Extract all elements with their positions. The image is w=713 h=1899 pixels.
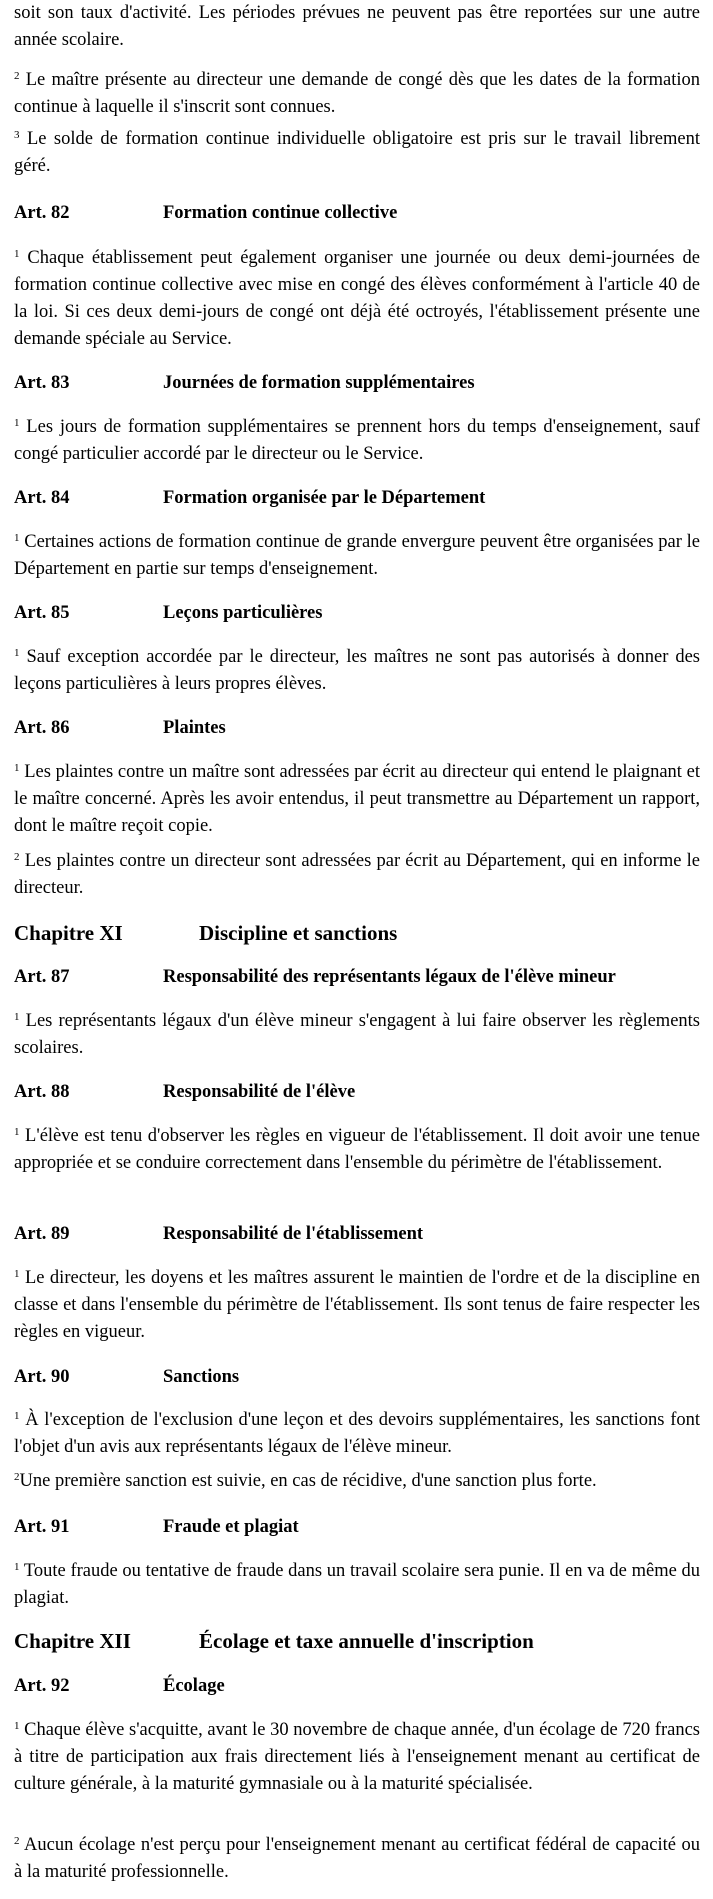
paragraph bbox=[14, 1123, 700, 1177]
article-title: Journées de formation supplémentaires bbox=[163, 373, 475, 393]
paragraph-text: Le solde de formation continue individuelle obligatoire est pris sur le travail librement géré. bbox=[14, 129, 700, 176]
paragraph bbox=[14, 126, 700, 180]
paragraph-text: Les représentants légaux d'un élève mineur s'engagent à lui faire observer les règlements scolaires. bbox=[14, 1011, 700, 1058]
article-title: Leçons particulières bbox=[163, 603, 323, 623]
paragraph bbox=[14, 1265, 700, 1346]
paragraph-number: 1 bbox=[14, 417, 20, 429]
article-number: Art. 88 bbox=[14, 1082, 70, 1102]
paragraph bbox=[14, 0, 700, 54]
paragraph-text: Les plaintes contre un maître sont adressées par écrit au directeur qui entend le plaignant et le maître concerné. Après les avoir entendus, il peut transmettre au Département un rapport, dont le maître reçoit copie. bbox=[14, 762, 700, 836]
article-title: Formation continue collective bbox=[163, 203, 398, 223]
paragraph-text: À l'exception de l'exclusion d'une leçon et des devoirs supplémentaires, les sanctions font l'objet d'un avis aux représentants légaux de l'élève mineur. bbox=[14, 1410, 700, 1457]
paragraph bbox=[14, 414, 700, 468]
paragraph bbox=[14, 644, 700, 698]
article-number: Art. 89 bbox=[14, 1224, 70, 1244]
article-title: Responsabilité des représentants légaux de l'élève mineur bbox=[163, 967, 616, 987]
paragraph-number: 1 bbox=[14, 1410, 20, 1422]
paragraph-text: Le directeur, les doyens et les maîtres assurent le maintien de l'ordre et de la discipline en classe et dans l'ensemble du périmètre de l'établissement. Ils sont tenus de faire respecter les règles en vigueur. bbox=[14, 1268, 700, 1342]
article-title: Sanctions bbox=[163, 1367, 240, 1387]
article-title: Plaintes bbox=[163, 718, 226, 738]
article-number: Art. 90 bbox=[14, 1367, 70, 1387]
article-number: Art. 85 bbox=[14, 603, 70, 623]
paragraph-text: soit son taux d'activité. Les périodes prévues ne peuvent pas être reportées sur une autre année scolaire. bbox=[14, 3, 700, 50]
article-title: Écolage bbox=[163, 1676, 225, 1696]
paragraph-text: Aucun écolage n'est perçu pour l'enseignement menant au certificat fédéral de capacité ou à la maturité professionnelle. bbox=[14, 1835, 700, 1882]
paragraph-text: Le maître présente au directeur une demande de congé dès que les dates de la formation continue à laquelle il s'inscrit sont connues. bbox=[14, 70, 700, 117]
article-number: Art. 86 bbox=[14, 718, 70, 738]
article-number: Art. 87 bbox=[14, 967, 70, 987]
article-number: Art. 83 bbox=[14, 373, 70, 393]
paragraph-number: 1 bbox=[14, 532, 20, 544]
article-title: Formation organisée par le Département bbox=[163, 488, 486, 508]
paragraph-text: Sauf exception accordée par le directeur, les maîtres ne sont pas autorisés à donner des leçons particulières à leurs propres élèves. bbox=[14, 647, 700, 694]
paragraph bbox=[14, 67, 700, 121]
paragraph-number: 1 bbox=[14, 647, 20, 659]
chapter-number: Chapitre XII bbox=[14, 1629, 131, 1653]
paragraph bbox=[14, 1717, 700, 1798]
article-number: Art. 91 bbox=[14, 1517, 70, 1537]
paragraph-number: 3 bbox=[14, 129, 20, 141]
chapter-title: Écolage et taxe annuelle d'inscription bbox=[199, 1629, 534, 1653]
paragraph-number: 1 bbox=[14, 1720, 20, 1732]
paragraph-text: Toute fraude ou tentative de fraude dans un travail scolaire sera punie. Il en va de même du plagiat. bbox=[14, 1561, 700, 1608]
article-title: Responsabilité de l'établissement bbox=[163, 1224, 424, 1244]
paragraph-text: Chaque élève s'acquitte, avant le 30 novembre de chaque année, d'un écolage de 720 francs à titre de participation aux frais directement liés à l'enseignement menant au certificat de culture générale, à la maturité gymnasiale ou à la maturité spécialisée. bbox=[14, 1720, 700, 1794]
paragraph bbox=[14, 1407, 700, 1461]
paragraph-number: 1 bbox=[14, 248, 20, 260]
paragraph-number: 2 bbox=[14, 851, 20, 863]
article-title: Responsabilité de l'élève bbox=[163, 1082, 356, 1102]
paragraph bbox=[14, 848, 700, 902]
paragraph bbox=[14, 529, 700, 583]
paragraph-text: Chaque établissement peut également organiser une journée ou deux demi-journées de formation continue collective avec mise en congé des élèves conformément à l'article 40 de la loi. Si ces deux demi-jours de congé ont déjà été octroyés, l'établissement présente une demande spéciale au Service. bbox=[14, 248, 700, 349]
paragraph-text: Certaines actions de formation continue de grande envergure peuvent être organisées par le Département en partie sur temps d'enseignement. bbox=[14, 532, 700, 579]
paragraph bbox=[14, 759, 700, 840]
paragraph bbox=[14, 1008, 700, 1062]
paragraph-number: 1 bbox=[14, 1126, 20, 1138]
article-title: Fraude et plagiat bbox=[163, 1517, 299, 1537]
paragraph-text: L'élève est tenu d'observer les règles en vigueur de l'établissement. Il doit avoir une tenue appropriée et se conduire correctement dans l'ensemble du périmètre de l'établissement. bbox=[14, 1126, 700, 1173]
article-number: Art. 84 bbox=[14, 488, 70, 508]
paragraph bbox=[14, 245, 700, 353]
paragraph-number: 1 bbox=[14, 1561, 20, 1573]
paragraph bbox=[14, 1558, 700, 1612]
paragraph-number: 2 bbox=[14, 1835, 20, 1847]
paragraph-number: 1 bbox=[14, 1011, 20, 1023]
paragraph-number: 2 bbox=[14, 1471, 20, 1483]
paragraph-number: 1 bbox=[14, 1268, 20, 1280]
paragraph bbox=[14, 1832, 700, 1886]
paragraph bbox=[14, 1468, 700, 1495]
article-number: Art. 92 bbox=[14, 1676, 70, 1696]
paragraph-number: 2 bbox=[14, 70, 20, 82]
paragraph-text: Les jours de formation supplémentaires se prennent hors du temps d'enseignement, sauf congé particulier accordé par le directeur ou le Service. bbox=[14, 417, 700, 464]
chapter-number: Chapitre XI bbox=[14, 921, 123, 945]
article-number: Art. 82 bbox=[14, 203, 70, 223]
paragraph-text: Les plaintes contre un directeur sont adressées par écrit au Département, qui en informe le directeur. bbox=[14, 851, 700, 898]
chapter-title: Discipline et sanctions bbox=[199, 921, 398, 945]
paragraph-number: 1 bbox=[14, 762, 20, 774]
paragraph-text: Une première sanction est suivie, en cas de récidive, d'une sanction plus forte. bbox=[19, 1471, 597, 1491]
